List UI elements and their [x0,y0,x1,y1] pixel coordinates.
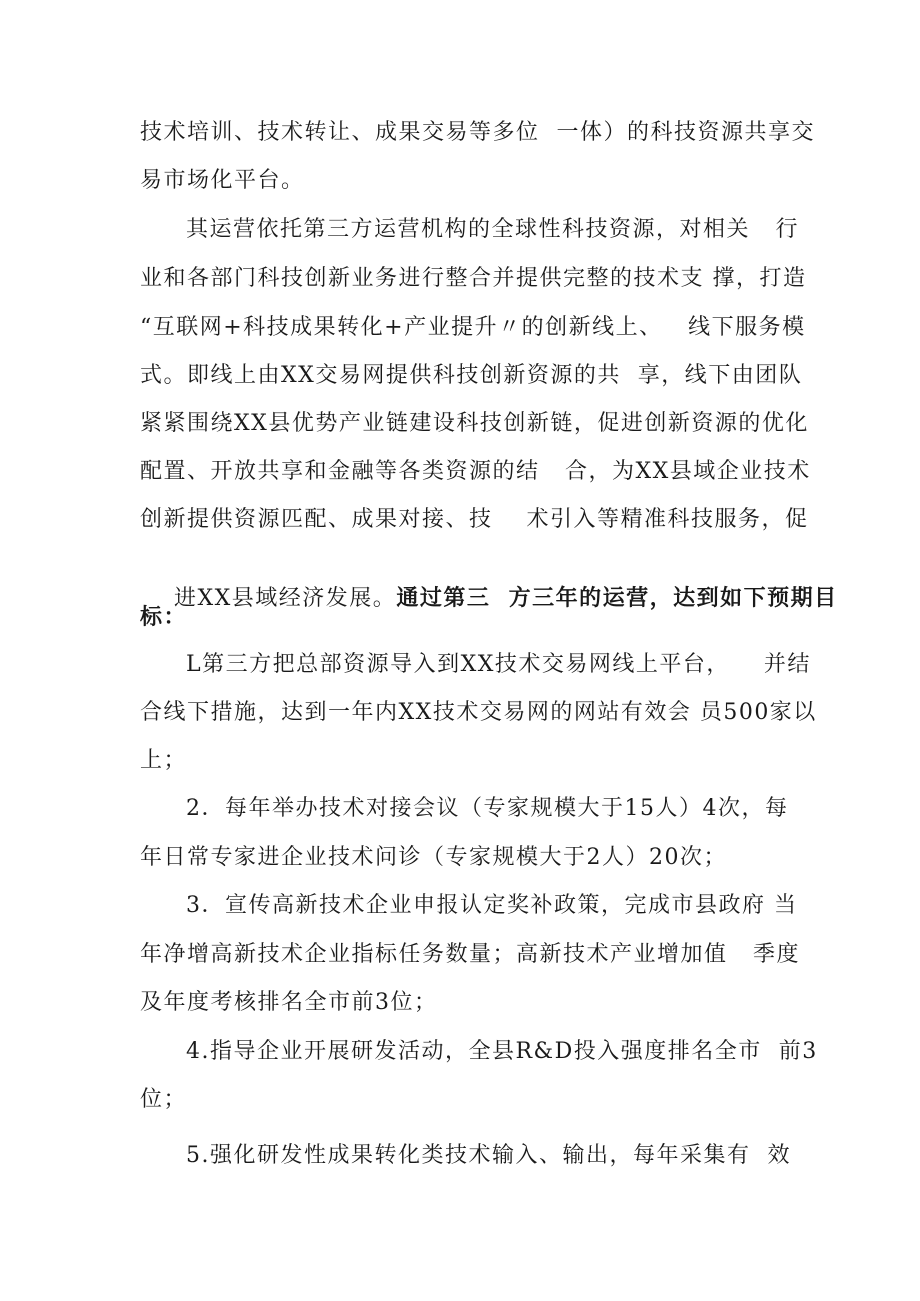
text-segment: 进XX县域经济发展。 [173,586,397,611]
text-line: 创新提供资源匹配、成果对接、技 术引入等精准科技服务，促 [140,507,809,532]
text-line: 合线下措施，达到一年内XX技术交易网的网站有效会 员500家以 [140,700,817,725]
text-line-mixed [140,553,838,644]
list-item-3: 3．宣传高新技术企业申报认定奖补政策，完成市县政府 当 [186,893,798,918]
text-line: 式。即线上由XX交易网提供科技创新资源的共 享，线下由团队 [140,363,803,388]
text-line: 易市场化平台。 [140,168,305,193]
text-line: 位； [140,1087,188,1112]
text-line: 技术培训、技术转让、成果交易等多位 一体）的科技资源共享交 [140,120,815,145]
text-line: 年日常专家进企业技术问诊（专家规模大于2人）20次； [140,845,727,870]
paragraph-start-line: 其运营依托第三方运营机构的全球性科技资源，对相关 行 [186,217,799,242]
list-item-4: 4.指导企业开展研发活动，全县R&D投入强度排名全市 前3 [186,1039,818,1064]
text-line: 业和各部门科技创新业务进行整合并提供完整的技术支 撑，打造 [140,266,807,291]
text-line: 紧紧围绕XX县优势产业链建设科技创新链，促进创新资源的优化 [140,411,809,436]
list-item-1: L第三方把总部资源导入到XX技术交易网线上平台， 并结 [186,652,811,677]
bold-goal-text-end: 标： [140,604,188,630]
list-item-2: 2．每年举办技术对接会议（专家规模大于15人）4次，每 [186,796,789,821]
text-line: 年净增高新技术企业指标任务数量；高新技术产业增加值 季度 [140,942,800,967]
bold-goal-text: 通过第三 方三年的运营，达到如下预期目 [396,585,838,611]
text-line: 配置、开放共享和金融等各类资源的结 合，为XX县域企业技术 [140,459,811,484]
text-line: “互联网+科技成果转化+产业提升〃的创新线上、 线下服务模 [140,315,806,340]
text-line: 上； [140,748,188,773]
list-item-5: 5.强化研发性成果转化类技术输入、输出，每年采集有 效 [186,1143,791,1168]
text-line: 及年度考核排名全市前3位； [140,990,438,1015]
